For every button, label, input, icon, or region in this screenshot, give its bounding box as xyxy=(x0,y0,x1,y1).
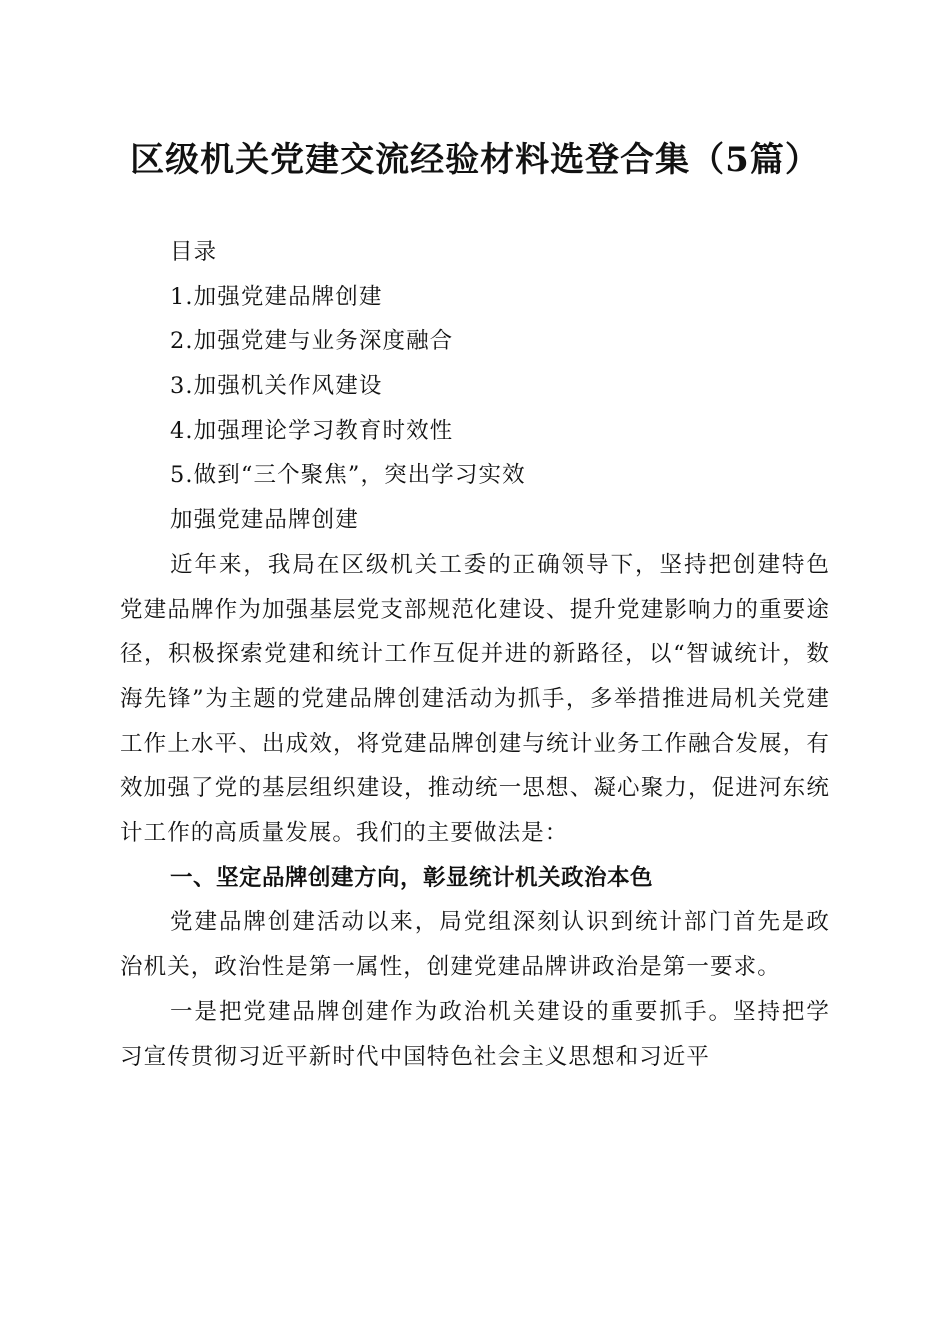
toc-item-1: 1.加强党建品牌创建 xyxy=(170,283,383,310)
paragraph-first-point: 一是把党建品牌创建作为政治机关建设的重要抓手。坚持把学习宣传贯彻习近平新时代中国特色社会主义思想和习近平 xyxy=(120,998,830,1070)
document-body xyxy=(120,230,830,1079)
heading-one: 一、坚定品牌创建方向，彰显统计机关政治本色 xyxy=(170,864,654,891)
section-title: 加强党建品牌创建 xyxy=(170,507,359,534)
toc-item-3: 3.加强机关作风建设 xyxy=(170,373,383,400)
document-title: 区级机关党建交流经验材料选登合集（5篇） xyxy=(130,140,820,180)
toc-label: 目录 xyxy=(170,239,218,265)
toc-item-4: 4.加强理论学习教育时效性 xyxy=(170,417,454,444)
paragraph-political: 党建品牌创建活动以来，局党组深刻认识到统计部门首先是政治机关，政治性是第一属性，创建党建品牌讲政治是第一要求。 xyxy=(120,909,830,981)
toc-item-5: 5.做到“三个聚焦”，突出学习实效 xyxy=(170,462,526,489)
paragraph-intro: 近年来，我局在区级机关工委的正确领导下，坚持把创建特色党建品牌作为加强基层党支部规范化建设、提升党建影响力的重要途径，积极探索党建和统计工作互促并进的新路径，以“智诚统计，数海先锋”为主题的党建品牌创建活动为抓手，多举措推进局机关党建工作上水平、出成效，将党建品牌创建与统计业务工作融合发展，有效加强了党的基层组织建设，推动统一思想、凝心聚力，促进河东统计工作的高质量发展。我们的主要做法是： xyxy=(120,551,830,847)
toc-item-2: 2.加强党建与业务深度融合 xyxy=(170,328,454,355)
